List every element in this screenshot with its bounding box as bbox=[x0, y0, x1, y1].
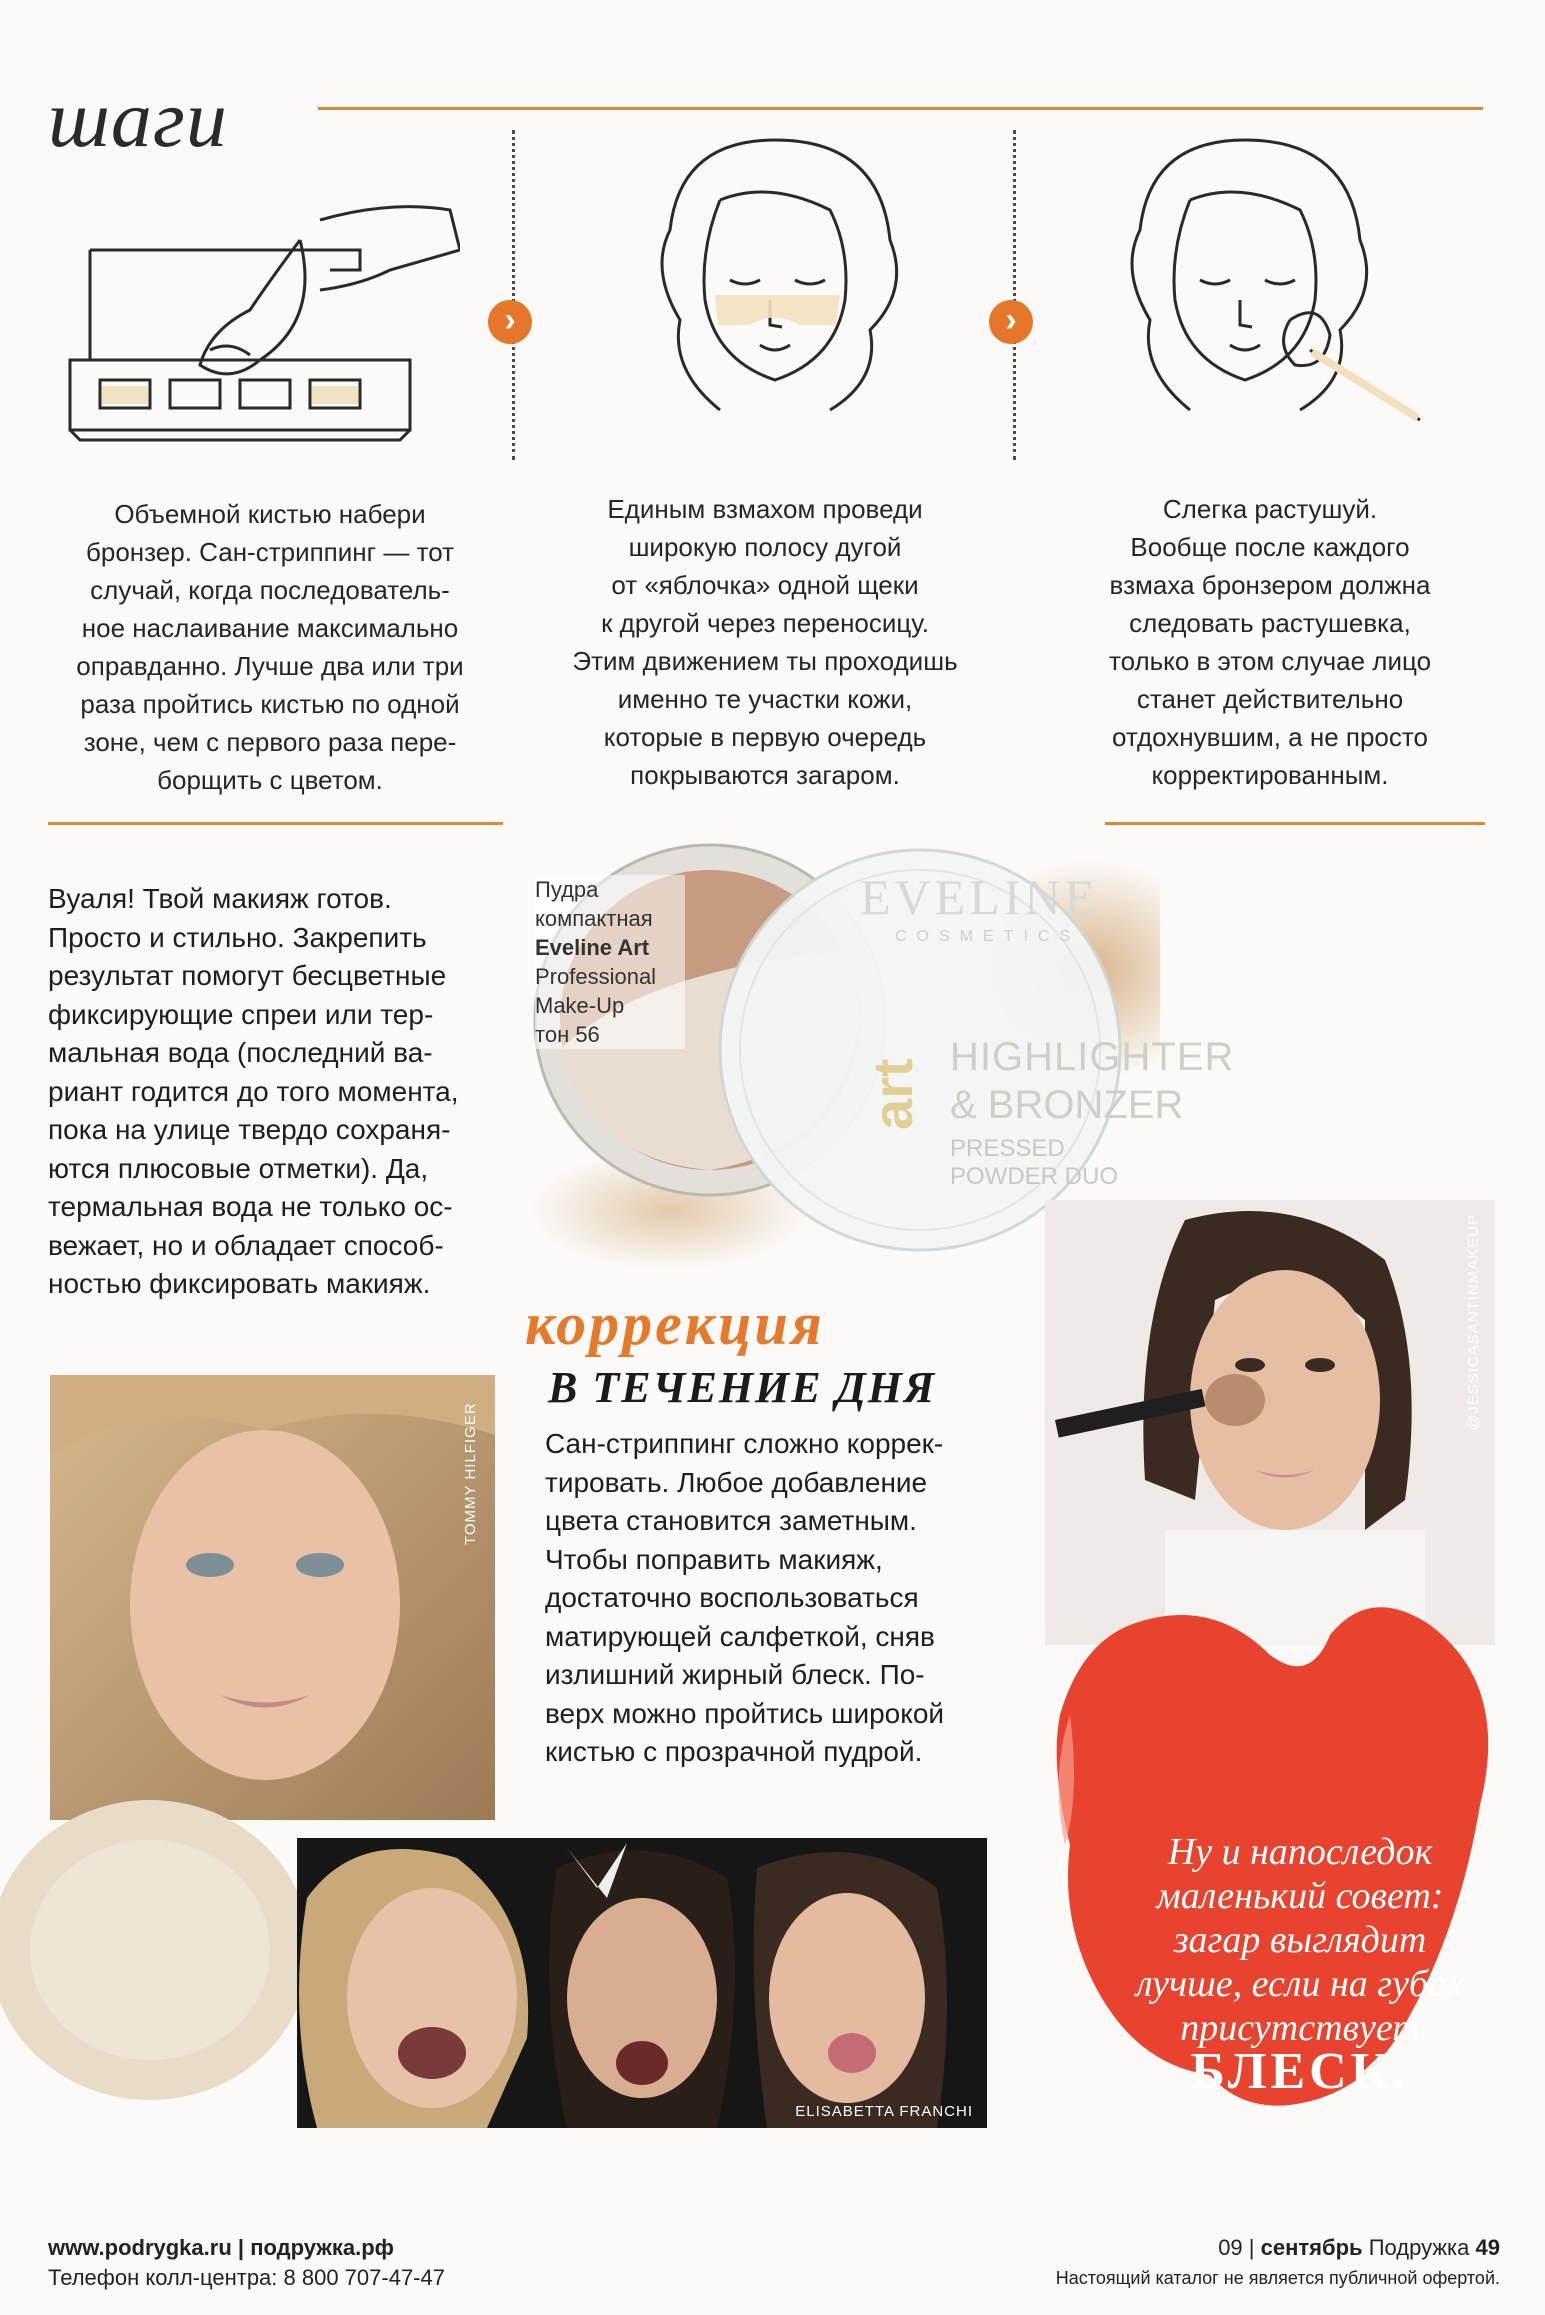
tip-text: Ну и напоследок маленький совет: загар выглядит лучше, если на губах присутствует БЛЕСК. bbox=[1136, 1831, 1464, 2100]
photo-credit-right: @JESSICASANTINMAKEUP bbox=[1465, 1213, 1482, 1430]
step-divider-2 bbox=[1013, 130, 1016, 460]
footer-disclaimer: Настоящий каталог не является публичной офертой. bbox=[1055, 2268, 1500, 2288]
header-rule bbox=[318, 107, 1483, 110]
footer-site2-link[interactable]: подружка.рф bbox=[250, 2235, 394, 2260]
lid-line-1: HIGHLIGHTER bbox=[950, 1035, 1235, 1079]
next-arrow-icon: › bbox=[989, 300, 1033, 344]
correction-heading: коррекция bbox=[525, 1291, 825, 1357]
footer-right: 09 | сентябрь Подружка 49 Настоящий каталог не является публичной офертой. bbox=[800, 2233, 1500, 2293]
model-photo-right bbox=[1045, 1200, 1495, 1645]
model-photo-left bbox=[50, 1375, 495, 1820]
product-caption: Пудра компактная Eveline Art Professional Make-Up тон 56 bbox=[535, 875, 685, 1049]
step-2-text: Единым взмахом проведи широкую полосу дугой от «яблочка» одной щеки к другой через переносицу. Этим движением ты проходишь именно те участки кожи, которые в первую очередь покрываются загаром. bbox=[572, 494, 958, 790]
photo-credit-bottom: ELISABETTA FRANCHI bbox=[795, 2103, 973, 2120]
footer-site-link[interactable]: www.podrygka.ru bbox=[48, 2235, 232, 2260]
lid-side-logo: art bbox=[861, 1058, 924, 1130]
lid-line-4: POWDER DUO bbox=[950, 1163, 1118, 1190]
footer-phone: Телефон колл-центра: 8 800 707-47-47 bbox=[48, 2265, 445, 2290]
next-arrow-icon: › bbox=[488, 300, 532, 344]
section-rule-left bbox=[48, 822, 503, 825]
face-with-brush-icon bbox=[1080, 120, 1440, 450]
lid-line-2: & BRONZER bbox=[950, 1083, 1184, 1127]
lid-sub: COSMETICS bbox=[895, 928, 1081, 945]
brush-in-palette-icon bbox=[60, 190, 460, 450]
lid-line-3: PRESSED bbox=[950, 1135, 1065, 1162]
lid-brand: EVELINE bbox=[860, 869, 1100, 925]
models-photo-bottom bbox=[297, 1838, 987, 2128]
step-3-text: Слегка растушуй. Вообще после каждого взмаха бронзером должна следовать растушевка, только в этом случае лицо станет действительно отдохнувшим, а не просто корректированным. bbox=[1108, 494, 1432, 790]
correction-subheading: В ТЕЧЕНИЕ ДНЯ bbox=[548, 1363, 937, 1412]
correction-text: Сан-стриппинг сложно коррек- тировать. Любое добавление цвета становится заметным. Чтобы поправить макияж, достаточно воспользоваться матирующей салфеткой, сняв излишний жирный блеск. По- верх можно пройтись широкой кистью с прозрачной пудрой. bbox=[545, 1428, 945, 1767]
step-1-text: Объемной кистью набери бронзер. Сан-стриппинг — тот случай, когда последователь- ное наслаивание максимально оправданно. Лучше два или три раза пройтись кистью по одной зоне, чем с первого раза пере- борщить с цветом. bbox=[76, 499, 464, 795]
finish-text: Вуаля! Твой макияж готов. Просто и стильно. Закрепить результат помогут бесцветные фиксирующие спреи или тер- мальная вода (последний ва- риант годится до того момента, пока на улице твердо сохраня- ются плюсовые отметки). Да, термальная вода не только ос- вежает, но и обладает способ- ностью фиксировать макияж. bbox=[48, 883, 459, 1299]
loose-powder-decor bbox=[0, 1780, 330, 2110]
photo-credit-left: TOMMY HILFIGER bbox=[462, 1402, 479, 1545]
section-title: шаги bbox=[48, 73, 228, 164]
step-divider-1 bbox=[512, 130, 515, 460]
footer-left: www.podrygka.ru | подружка.рф Телефон колл-центра: 8 800 707-47-47 bbox=[48, 2233, 445, 2293]
page-number: 49 bbox=[1475, 2235, 1500, 2260]
section-rule-right bbox=[1105, 822, 1485, 825]
face-with-cheek-stripe-icon bbox=[610, 120, 940, 450]
